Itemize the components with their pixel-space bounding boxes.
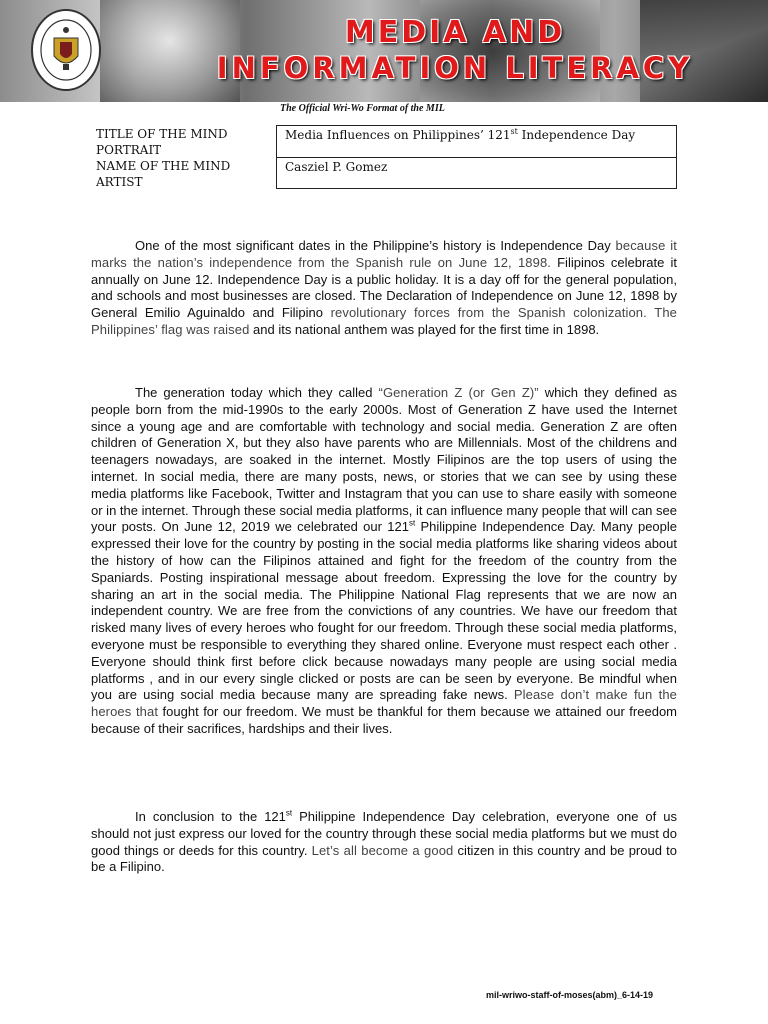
artist-label-line2: ARTIST xyxy=(96,175,143,189)
school-seal-logo xyxy=(30,8,102,92)
p1-d: revolutionary forces from the Spanish colonization. The Philippines’ flag was raised xyxy=(91,305,677,337)
title-field xyxy=(276,125,677,158)
p1-c: Filipinos celebrate it annually on June 12. Independence Day is a public holiday. It is a day off for the general population, and schools and most businesses are closed. The Declaration of Independence on June 12, 1898 by General Emilio Aguinaldo and Filipino xyxy=(91,254,677,321)
format-caption: The Official Wri-Wo Format of the MIL xyxy=(280,103,445,114)
p2-c: which they defined as people born from the mid-1990s to the early 2000s. Most of Generation Z have used the Internet since a young age and are comfortable with technology and social media. Generation Z are often children of Generation X, but they also have parents who are Millennials. Most of the childrens and teenagers nowadays, are soaked in the internet. Mostly Filipinos are the top users of using the internet. In social media, there are many posts, news, or stories that we can see by using these media platforms like Facebook, Twitter and Instagram that you can use to share easily with someone or in the internet. Through these social media platforms, it can influence many people that will can see your posts. On June 12, 2019 we celebrated our 121 xyxy=(91,385,677,535)
banner-title-line2: INFORMATION LITERACY xyxy=(216,51,694,85)
paragraph-1 xyxy=(91,238,677,339)
title-field-post: Independence Day xyxy=(517,128,636,142)
title-label-line1: TITLE OF THE MIND xyxy=(96,127,228,141)
p3-b: Philippine Independence Day celebration, everyone one of us should not just express our loved for the country through these social media platforms but we must do good things or deeds for this country. xyxy=(91,809,677,858)
paragraph-3 xyxy=(91,809,677,876)
p2-d: Philippine Independence Day. Many people expressed their love for the country by posting in the social media platforms like sharing videos about the history of how can the Filipinos attained and fight for the freedom of the country from the Spaniards. Posting inspirational message about freedom. Expressing the love for the country by sharing an art in the social media. The Philippine National Flag represents that we are now an independent country. We are free from the convictions of any countries. We have our freedom that risked many lives of every heroes who fought for our freedom. Through these social media platforms, everyone must be responsible to everything they shared online. Everyone must respect each other . Everyone should think first before click because nowadays many people are using social media platforms , and in our every single clicked or posts are can be seen by everyone. Be mindful when you are using social media because many are spreading fake news. xyxy=(91,519,678,703)
p1-e: and its national anthem was played for the first time in 1898. xyxy=(249,321,600,337)
p3-c: Let’s all become a good xyxy=(311,842,454,858)
artist-field: Casziel P. Gomez xyxy=(276,157,677,189)
p2-e: Please don’t make fun the heroes that xyxy=(91,687,677,720)
p3-sup: st xyxy=(285,808,293,818)
p1-b: because it marks the nation’s independence from the Spanish rule on June 12, 1898. xyxy=(91,238,677,270)
artist-label-line1: NAME OF THE MIND xyxy=(96,159,231,173)
title-label-line2: PORTRAIT xyxy=(96,143,162,157)
p2-b: “Generation Z (or Gen Z)” xyxy=(378,385,539,400)
p2-a: The generation today which they called xyxy=(135,385,379,400)
p3-a: In conclusion to the 121 xyxy=(135,809,286,824)
title-field-pre: Media Influences on Philippines’ 121 xyxy=(285,128,511,142)
p2-sup: st xyxy=(408,519,416,529)
p1-a: One of the most significant dates in the Philippine’s history is Independence Day xyxy=(135,238,616,253)
header-banner xyxy=(0,0,768,102)
banner-title-line1: MEDIA AND xyxy=(344,15,566,50)
p3-d: citizen in this country and be proud to be a Filipino. xyxy=(91,842,677,875)
paragraph-2 xyxy=(91,385,677,738)
footer-code: mil-wriwo-staff-of-moses(abm)_6-14-19 xyxy=(486,990,654,1000)
title-field-sup: st xyxy=(510,127,518,136)
title-label xyxy=(96,126,266,158)
banner-title xyxy=(150,15,760,85)
p2-f: fought for our freedom. We must be thankful for them because we attained our freedom because of their sacrifices, hardships and their lives. xyxy=(91,704,677,736)
artist-label xyxy=(96,158,266,190)
